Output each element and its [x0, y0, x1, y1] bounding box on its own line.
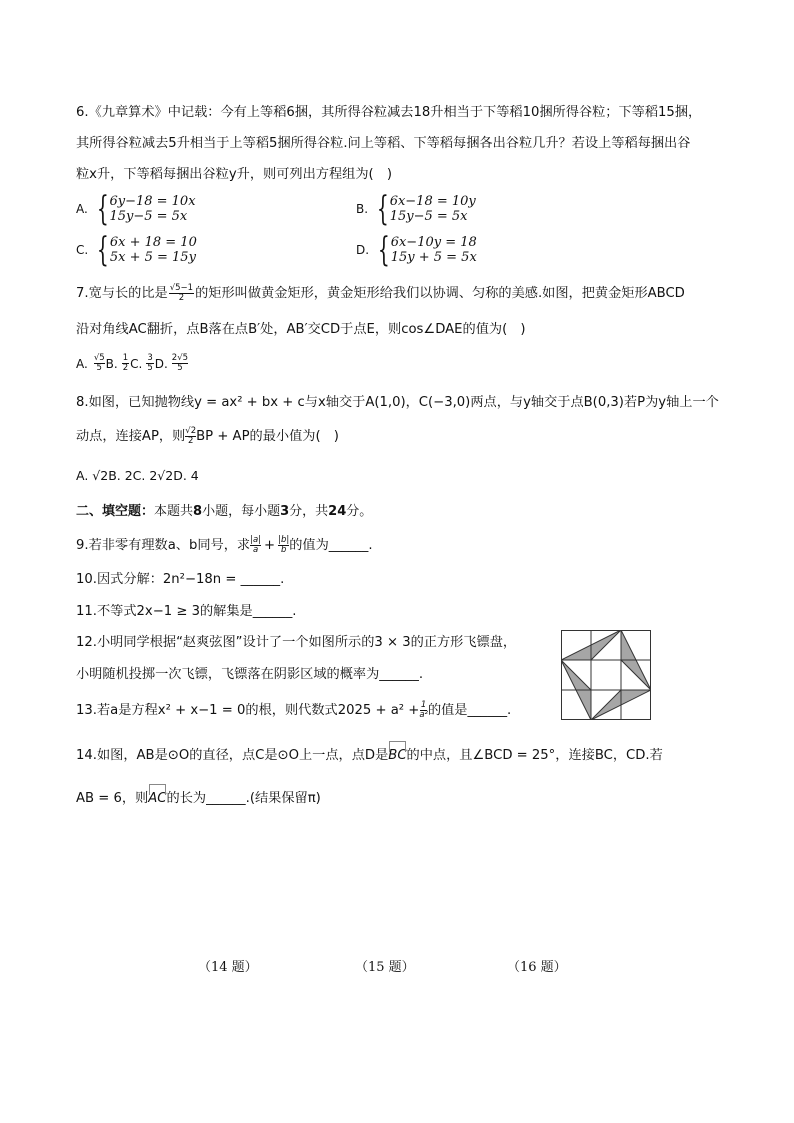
q9: 9.若非零有理数a、b同号，求 |a| a + $\frac{|b|}{b}$ 的值为______.	[76, 535, 373, 555]
caption-q16: （16 题）	[507, 960, 567, 975]
option-label: A.	[76, 202, 88, 216]
option-label-c[interactable]: C.	[130, 356, 143, 371]
q12-line1: 12.小明同学根据“赵爽弦图”设计了一个如图所示的3 × 3的正方形飞镖盘，	[76, 635, 517, 650]
q14-line2: AB = 6，则 AC 的长为______.(结果保留π)	[76, 786, 321, 808]
equation: 15y−5 = 5x	[389, 209, 468, 224]
equation: 5x + 5 = 15y	[109, 250, 196, 265]
arc-notation: AC	[148, 786, 166, 808]
option-label-b[interactable]: B.	[105, 356, 118, 371]
q7-line2: 沿对角线AC翻折，点B落在点B′处，AB′交CD于点E，则cos∠DAE的值为( )	[76, 322, 526, 337]
equation: 15y + 5 = 5x	[390, 250, 477, 265]
fraction: √2 2	[185, 426, 197, 446]
section-heading: 二、填空题：本题共8小题，每小题3分，共24分。	[76, 504, 373, 519]
equation: 15y−5 = 5x	[109, 209, 188, 224]
equation: 6x−18 = 10y	[389, 194, 476, 209]
caption-q15: （15 题）	[355, 960, 415, 975]
fraction: 1 2	[122, 353, 129, 373]
fraction: 2√5 5	[171, 353, 189, 373]
fraction: $\frac{|b|}{b}$	[278, 535, 290, 555]
fraction: 3 5	[147, 353, 153, 373]
arc-mark-icon	[149, 784, 165, 795]
fraction: $\frac{1}{\text{a²}}$	[419, 700, 428, 720]
caption-q14: （14 题）	[198, 960, 258, 975]
q8-line2: 动点，连接AP，则 √2 2 BP + AP的最小值为( )	[76, 426, 339, 446]
brace-icon: {	[376, 189, 389, 229]
arc-mark-icon	[389, 741, 405, 752]
q7-line1: 7.宽与长的比是 √5−1 2 的矩形叫做黄金矩形，黄金矩形给我们以协调、匀称的美感.如图，把黄金矩形ABCD	[76, 283, 685, 303]
q8-line1: 8.如图，已知抛物线y = ax² + bx + c与x轴交于A(1,0)，C(−3,0)两点，与y轴交于点B(0,3)若P为y轴上一个	[76, 395, 719, 410]
shaded-region	[561, 630, 651, 720]
q8-options[interactable]: A. √2B. 2C. 2√2D. 4	[76, 468, 199, 483]
option-label-d[interactable]: D.	[154, 356, 168, 371]
option-label: D.	[356, 243, 370, 257]
equation: 6x−10y = 18	[390, 235, 477, 250]
q10: 10.因式分解：2n²−18n = ______.	[76, 572, 285, 587]
fraction: |a| a	[250, 535, 262, 555]
q13: 13.若a是方程x² + x−1 = 0的根，则代数式2025 + a² + $\frac{1}{\text{a²}}$ 的值是______.	[76, 700, 512, 720]
q11: 11.不等式2x−1 ≥ 3的解集是______.	[76, 604, 297, 619]
center-square	[591, 660, 621, 690]
q14-line1: 14.如图，AB是⊙O的直径，点C是⊙O上一点，点D是 BC 的中点，且∠BCD = 25°，连接BC，CD.若	[76, 743, 663, 765]
brace-icon: {	[377, 230, 390, 270]
q6-line1: 6.《九章算术》中记载：今有上等稻6捆，其所得谷粒减去18升相当于下等稻10捆所得谷粒；下等稻15捆，	[76, 105, 702, 120]
fraction: √5 5	[93, 353, 105, 373]
brace-icon: {	[96, 189, 109, 229]
option-label: B.	[356, 202, 369, 216]
q6-line3: 粒x升，下等稻每捆出谷粒y升，则可列出方程组为( )	[76, 167, 393, 182]
section-title: 二、填空题：	[76, 504, 155, 519]
dartboard-figure	[561, 630, 651, 720]
q12-line2: 小明随机投掷一次飞镖，飞镖落在阴影区域的概率为______.	[76, 667, 424, 682]
equation: 6x + 18 = 10	[109, 235, 197, 250]
option-label-a[interactable]: A.	[76, 356, 88, 371]
brace-icon: {	[97, 230, 109, 270]
q7-options	[76, 354, 188, 373]
arc-notation: BC	[388, 743, 406, 765]
equation: 6y−18 = 10x	[109, 194, 196, 209]
fraction: √5−1 2	[169, 283, 194, 303]
option-label: C.	[76, 243, 89, 257]
q6-line2: 其所得谷粒减去5升相当于上等稻5捆所得谷粒.问上等稻、下等稻每捆各出谷粒几升？若设上等稻每捆出谷	[76, 136, 691, 151]
